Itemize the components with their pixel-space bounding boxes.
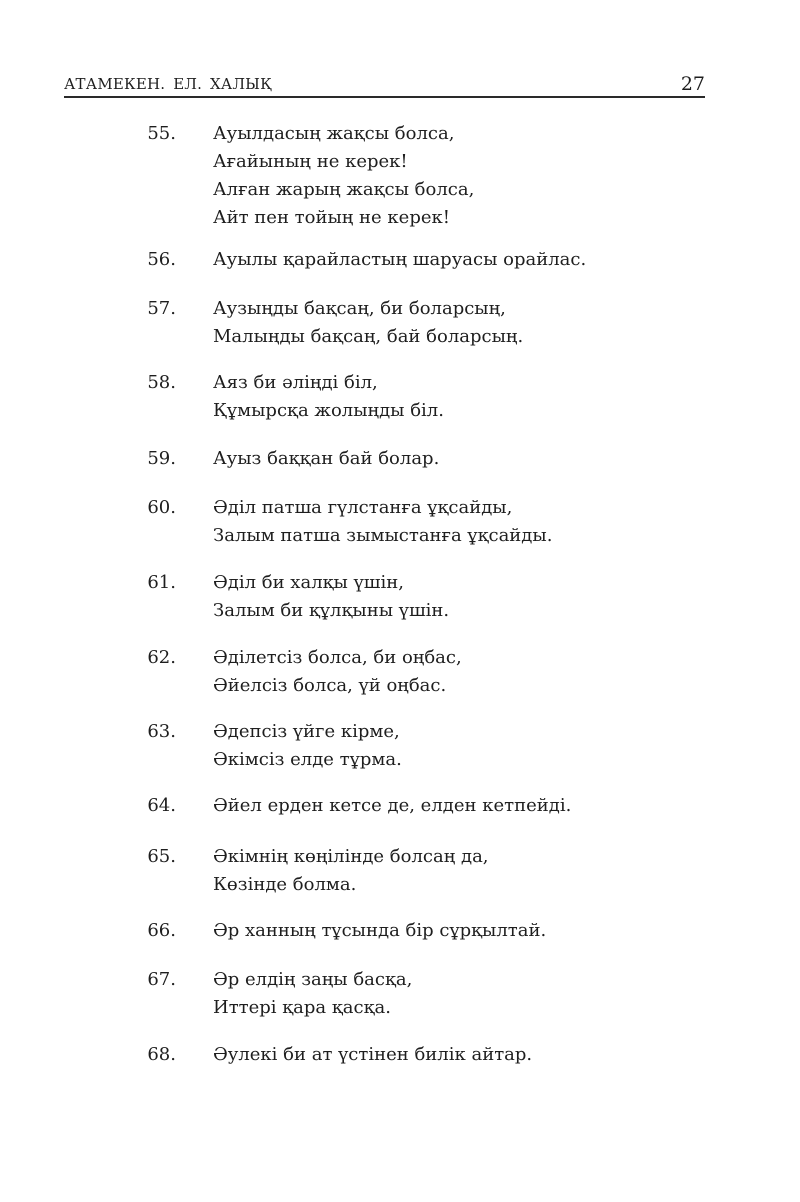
proverb-number: 66. [147, 920, 176, 941]
proverb-line: Әйелсіз болса, үй оңбас. [213, 675, 447, 696]
proverb-number: 67. [147, 969, 176, 990]
proverb-line: Әділ патша гүлстанға ұқсайды, [213, 497, 513, 518]
proverb-line: Әр ханның тұсында бір сұрқылтай. [213, 920, 547, 941]
proverb-text [213, 494, 733, 550]
proverb-line: Алған жарың жақсы болса, [213, 179, 475, 200]
proverb-text [213, 792, 733, 820]
proverb-line: Әділ би халқы үшін, [213, 572, 404, 593]
proverb-text [213, 569, 733, 625]
header-rule [64, 96, 705, 98]
proverb-text [213, 1041, 733, 1069]
proverb-number: 63. [147, 721, 176, 742]
proverb-line: Ауылдасың жақсы болса, [213, 123, 455, 144]
proverb-line: Әйел ерден кетсе де, елден кетпейді. [213, 795, 572, 816]
proverb-number: 60. [147, 497, 176, 518]
proverb-line: Әулекі би ат үстінен билік айтар. [213, 1044, 533, 1065]
proverb-text [213, 295, 733, 351]
running-head [64, 75, 705, 95]
proverb-line: Көзінде болма. [213, 874, 357, 895]
proverb-text [213, 369, 733, 425]
proverb-line: Аяз би әліңді біл, [213, 372, 378, 393]
proverb-number: 55. [147, 123, 176, 144]
proverb-line: Аузыңды бақсаң, би боларсың, [213, 298, 506, 319]
proverb-line: Залым би құлқыны үшін. [213, 600, 450, 621]
proverb-text [213, 120, 733, 232]
proverb-number: 61. [147, 572, 176, 593]
proverb-line: Ауылы қарайластың шаруасы орайлас. [213, 249, 587, 270]
proverb-line: Залым патша зымыстанға ұқсайды. [213, 525, 553, 546]
proverb-line: Әдепсіз үйге кірме, [213, 721, 400, 742]
proverb-line: Әкімсіз елде тұрма. [213, 749, 402, 770]
proverb-line: Ауыз баққан бай болар. [213, 448, 440, 469]
proverb-number: 57. [147, 298, 176, 319]
proverb-number: 68. [147, 1044, 176, 1065]
proverb-line: Құмырсқа жолыңды біл. [213, 400, 444, 421]
proverb-text [213, 445, 733, 473]
proverb-number: 58. [147, 372, 176, 393]
proverb-number: 65. [147, 846, 176, 867]
proverb-line: Әкімнің көңілінде болсаң да, [213, 846, 489, 867]
proverb-line: Малыңды бақсаң, бай боларсың. [213, 326, 524, 347]
proverb-number: 64. [147, 795, 176, 816]
proverb-text [213, 644, 733, 700]
page-number: 27 [680, 73, 705, 95]
proverb-number: 59. [147, 448, 176, 469]
proverb-text [213, 718, 733, 774]
running-title: АТАМЕКЕН. ЕЛ. ХАЛЫҚ [64, 75, 272, 93]
proverb-line: Ағайының не керек! [213, 151, 408, 172]
proverb-text [213, 966, 733, 1022]
proverb-line: Иттері қара қасқа. [213, 997, 391, 1018]
proverb-text [213, 917, 733, 945]
proverb-text [213, 843, 733, 899]
proverb-line: Әділетсіз болса, би оңбас, [213, 647, 462, 668]
proverb-line: Айт пен тойың не керек! [213, 207, 450, 228]
proverb-number: 56. [147, 249, 176, 270]
proverb-number: 62. [147, 647, 176, 668]
proverb-line: Әр елдің заңы басқа, [213, 969, 413, 990]
proverb-text [213, 246, 733, 274]
